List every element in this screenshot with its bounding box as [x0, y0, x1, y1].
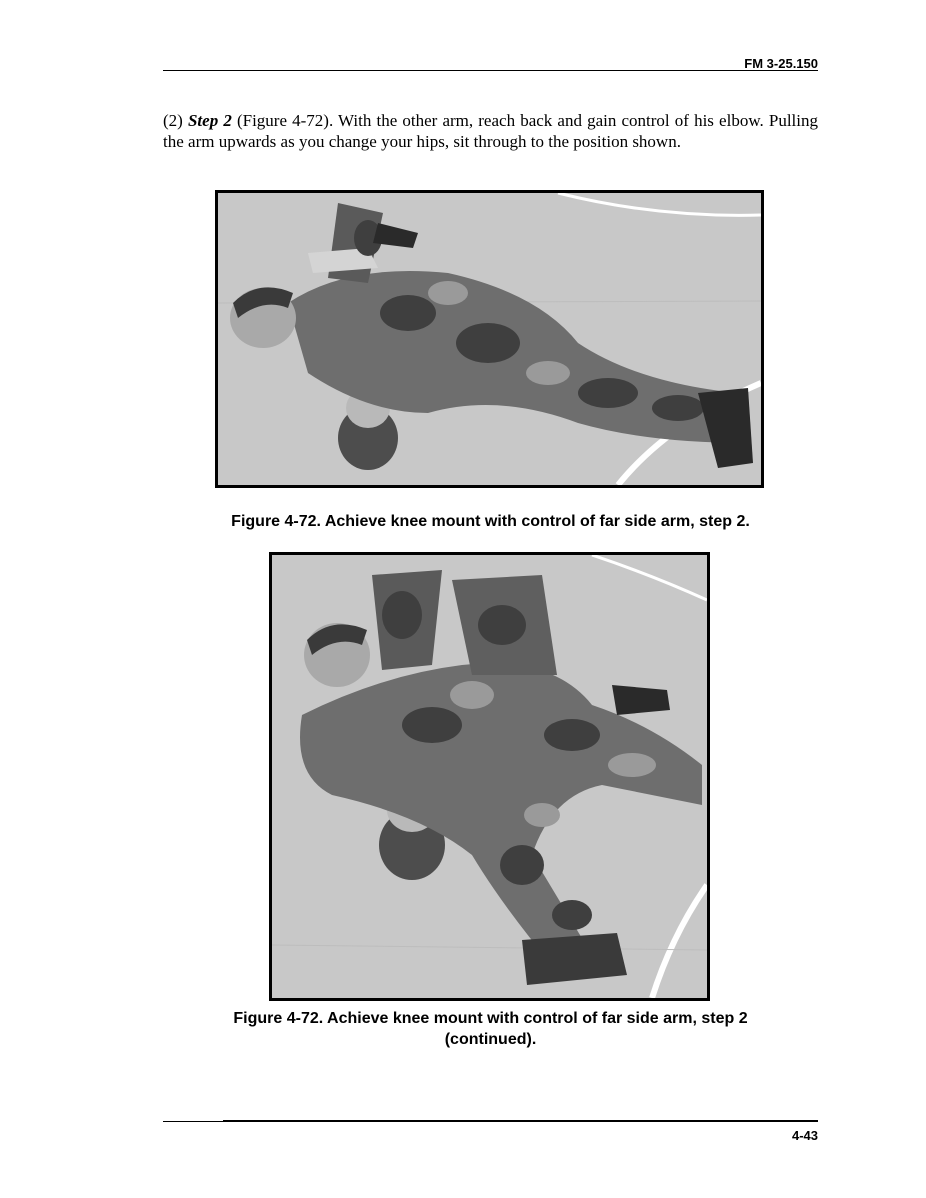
footer-rule [223, 1120, 818, 1122]
figure-photo-step-2 [215, 190, 764, 488]
step-text: (Figure 4-72). With the other arm, reach back and gain control of his elbow. Pulling the arm upwards as you change your hips, sit through to the position shown. [163, 111, 819, 151]
figure-caption-1: Figure 4-72. Achieve knee mount with control of far side arm, step 2. [231, 513, 750, 530]
figure-caption-2-line1: Figure 4-72. Achieve knee mount with control of far side arm, step 2 [233, 1010, 748, 1027]
figure-caption-2 [163, 1008, 818, 1050]
figure-caption-2-line2: (continued). [444, 1031, 537, 1048]
footer-rule-thin [163, 1121, 223, 1122]
step-paragraph [163, 110, 818, 152]
photo-illustration [218, 193, 761, 485]
header-rule [163, 70, 818, 71]
photo-illustration [272, 555, 707, 998]
step-number: (2) [163, 111, 183, 130]
figure-photo-step-2-continued [269, 552, 710, 1001]
page-number: 4-43 [791, 1128, 818, 1143]
step-label: Step 2 [187, 111, 232, 130]
running-header-doc-id: FM 3-25.150 [744, 56, 818, 71]
